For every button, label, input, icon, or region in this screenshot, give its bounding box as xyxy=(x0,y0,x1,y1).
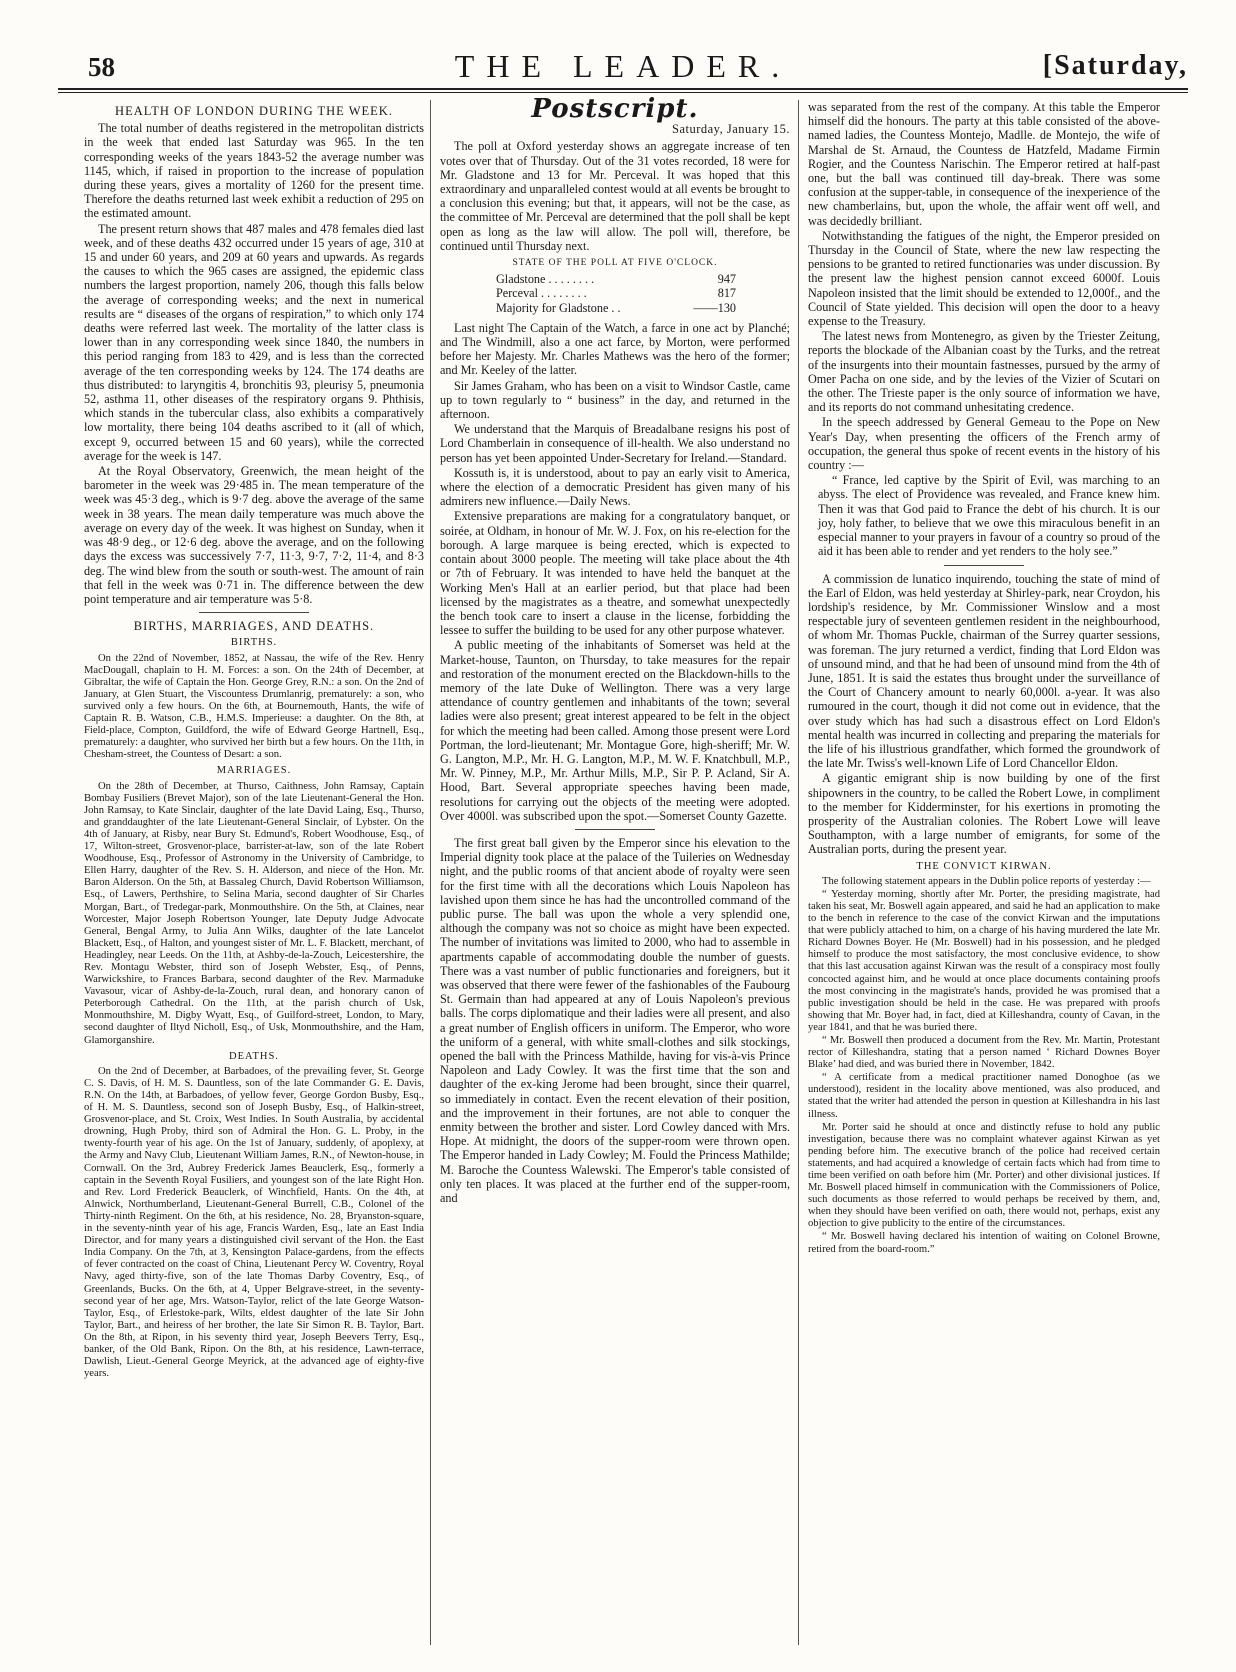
article-paragraph: Last night The Captain of the Watch, a farce in one act by Planché; and The Windmill, also a one act farce, by Morton, were performed before her Majesty. Mr. Charles Mathews was the hero of the former; and Mr. Keeley of the latter. xyxy=(440,320,790,378)
article-paragraph: “ Mr. Boswell having declared his intention of waiting on Colonel Browne, retired from the board-room.” xyxy=(808,1231,1160,1255)
page-number: 58 xyxy=(88,52,115,82)
issue-day: [Saturday, xyxy=(1042,50,1188,81)
newspaper-title: THE LEADER. xyxy=(454,48,792,84)
section-divider xyxy=(944,565,1024,566)
masthead-rule-thin xyxy=(58,92,1188,93)
section-divider xyxy=(575,829,655,830)
column-divider xyxy=(798,100,799,1645)
births-heading: BIRTHS. xyxy=(230,637,278,649)
quotation: “ France, led captive by the Spirit of Evil, was marching to an abyss. The elect of Providence was revealed, and France knew him. Then it was that God paid to France the debt of his church. It is our joy, holy father, to believe that we owe this miraculous benefit in an especial manner to your prayers in favour of a country so proud of the aid it has been able to render and yet renders to the holy see.” xyxy=(818,473,1160,559)
poll-candidate: Perceval . . . . . . . . xyxy=(496,286,587,301)
births-notices: On the 22nd of November, 1852, at Nassau, the wife of the Rev. Henry MacDougall, chaplain to H. M. Forces: a son. On the 24th of December, at Gibraltar, the wife of Captain the Hon. George Grey, R.N.: a son. On the 2nd of January, at Glen Stuart, the Viscountess Drumlanrig, prematurely: a son, who survived only a few hours. On the 6th, at Bournemouth, Hants, the wife of Captain R. B. Watson, C.B., H.M.S. Imperieuse: a daughter. On the 8th, at Field-place, Compton, Guildford, the wife of Edward George Hartnell, Esq., prematurely: a daughter, who survived her birth but a few hours. On the 11th, in Chesham-street, the Countess of Desart: a son. xyxy=(84,652,424,761)
column-middle xyxy=(440,94,790,1206)
article-paragraph: The latest news from Montenegro, as given by the Triester Zeitung, reports the blockade of the Albanian coast by the Turks, and the retreat of the insurgents into their mountain fastnesses, pursued by the army of Omer Pacha on one side, and by the levies of the Vizier of Scutari on the other. The Trieste paper is the only source of information we have, and its reports do not command unhesitating credence. xyxy=(808,329,1160,415)
police-report xyxy=(808,876,1160,1256)
article-paragraph: A gigantic emigrant ship is now building by one of the first shipowners in the country, to be called the Robert Lowe, in compliment to the member for Kidderminster, for his exertions in promoting the prosperity of the Australian colonies. The Robert Lowe will leave Southampton, with a large number of emigrants, for some of the Australian ports, during the present year. xyxy=(808,771,1160,857)
article-paragraph: “ Yesterday morning, shortly after Mr. Porter, the presiding magistrate, had taken his seat, Mr. Boswell again appeared, and said he had an application to make to the bench in reference to the case of the convict Kirwan and the imputations that were publicly attached to him, on a charge of his having murdered the late Mr. Richard Downes Boyer. He (Mr. Boswell) had in his possession, and he pledged himself to produce the most satisfactory, the most conclusive evidence, to show that this last accusation against Kirwan was the result of a conspiracy most foully concocted against him, and he would at once place documents containing proofs the most convincing in the magistrate's hands, provided he was promised that a public investigation should be held in the case. He was prepared with proofs showing that Mr. Boyer had, in fact, died at Killeshandra, county of Cavan, in the year 1841, and that he was buried there. xyxy=(808,888,1160,1033)
article-paragraph: Kossuth is, it is understood, about to pay an early visit to America, where the election of a democratic President has given many of his admirers new influence.—Daily News. xyxy=(440,465,790,509)
dateline: Saturday, January 15. xyxy=(672,122,790,137)
poll-row xyxy=(440,272,736,286)
article-paragraph: The first great ball given by the Emperor since his elevation to the Imperial dignity took place at the palace of the Tuileries on Wednesday night, and the public rooms of that ancient abode of royalty were seen for the first time with all the decorations which Louis Napoleon has lavished upon them since he has had the uncontrolled command of the public purse. The ball was upon the whole a very splendid one, although the company was not so choice as might have been expected. The number of invitations was limited to 2000, who had to assemble in apartments capable of accommodating double the number of guests. There was a vast number of public functionaries and foreigners, but it was observed that there were fewer of the fashionables of the Faubourg St. Germain than had appeared at any of Louis Napoleon's previous balls. The corps diplomatique and their ladies were all present, and also a great number of English officers in uniform. The Emperor, who wore the uniform of a general, with white small-clothes and silk stockings, opened the ball with the Princess Mathilde, having for vis-à-vis Prince Napoleon and Lady Cowley. It was the first time that the son and daughter of the ex-king Jerome had been brought, since their quarrel, so immediately in contact. Even the recent elevation of their position, and the improvement in their fortunes, are not able to conquer the enmity between the brother and sister. Lord Cowley danced with Mrs. Hope. At midnight, the doors of the supper-room were thrown open. The Emperor handed in Lady Cowley; M. Fould the Princess Mathilde; M. Baroche the Countess Walewski. The Emperor's table consisted of only ten places. It was placed at the further end of the supper-room, and xyxy=(440,835,790,1206)
article-paragraph: Extensive preparations are making for a congratulatory banquet, or soirée, at Oldham, in honour of Mr. W. J. Fox, on his re-election for the borough. A large marquee is being erected, which is expected to contain about 3000 people. The meeting will take place about the 4th or 7th of February. It was intended to have held the banquet at the Working Men's Hall at an earlier period, but that place had been licensed by the magistrates as a theatre, and somewhat unexpectedly the bench took care to insert a clause in the license, forbidding the lessee to suffer the building to be used for any other purpose whatever. xyxy=(440,509,790,638)
column-left xyxy=(84,100,424,1381)
article-paragraph: At the Royal Observatory, Greenwich, the mean height of the barometer in the week was 29·485 in. The mean temperature of the week was 45·3 deg., which is 9·7 deg. above the average of the same week in 38 years. The mean daily temperature was much above the average on every day of the week. It was highest on Sunday, when it was 48·9 deg., or 12·6 deg. above the average, and on the following days the excess was successively 7·7, 11·3, 9·7, 7·2, 11·4, and 8·3 deg. The wind blew from the south or south-west. The amount of rain that fell in the week was 0·71 in. The difference between the dew point temperature and air temperature was 5·8. xyxy=(84,464,424,606)
marriages-heading: MARRIAGES. xyxy=(216,765,292,777)
article-paragraph: Notwithstanding the fatigues of the night, the Emperor presided on Thursday in the Council of State, where the new law respecting the pensions to be granted to retired functionaries was under discussion. By the present law the highest pension cannot exceed 6000f. Louis Napoleon insisted that the limit should be extended to 12,000f., and the Council of State yielded. This decision will open the door to a heavy expense to the Treasury. xyxy=(808,228,1160,329)
article-paragraph: Mr. Porter said he should at once and distinctly refuse to hold any public investigation, because there was no complaint whatever against Kirwan as yet pending before him. The executive branch of the police had received certain statements, and had acquired a knowledge of certain facts which had from time to time been verified on oath before him (Mr. Porter) and other divisional justices. If Mr. Boswell placed himself in communication with the Commissioners of Police, such documents as those referred to would perhaps be received by them, and, when they should have been verified on oath, there would not, perhaps, exist any objection to give publicity to the entire of the circumstances. xyxy=(808,1121,1160,1230)
poll-candidate: Gladstone . . . . . . . . xyxy=(496,272,595,287)
poll-table xyxy=(440,256,790,315)
poll-votes: 947 xyxy=(717,272,736,287)
postscript-heading: Postscript. xyxy=(531,94,699,124)
poll-votes: ——130 xyxy=(693,300,736,315)
article-paragraph: The following statement appears in the Dublin police reports of yesterday :— xyxy=(822,875,1151,887)
poll-heading: STATE OF THE POLL AT FIVE O'CLOCK. xyxy=(512,258,718,269)
column-divider xyxy=(430,100,431,1645)
column-right xyxy=(808,100,1160,1257)
article-paragraph: The poll at Oxford yesterday shows an aggregate increase of ten votes over that of Thursday. Out of the 31 votes recorded, 18 were for Mr. Gladstone and 13 for Mr. Perceval. It was hoped that this extraordinary and unparalleled contest would at all events be brought to a conclusion this evening; but that, it appears, will not be the case, as the committee of Mr. Perceval are determined that the poll shall be kept open as long as the law will allow. The poll will, therefore, be continued until Thursday next. xyxy=(440,139,790,253)
masthead-rule xyxy=(58,88,1188,90)
poll-row xyxy=(440,301,736,315)
article-paragraph: “ A certificate from a medical practitioner named Donoghoe (as we understood), resident in the locality above mentioned, was also produced, and stated that the writer had attended the person in question at Killeshandra in his last illness. xyxy=(808,1072,1160,1120)
convict-heading: THE CONVICT KIRWAN. xyxy=(916,860,1052,872)
section-heading-health: HEALTH OF LONDON DURING THE WEEK. xyxy=(115,104,393,118)
section-divider xyxy=(199,612,309,613)
article-paragraph: The total number of deaths registered in the metropolitan districts in the week that ended last Saturday was 965. In the ten corresponding weeks of the years 1843-52 the average number was 1145, which, if raised in proportion to the increase of population during these years, gives a mortality of 1260 for the present time. Therefore the deaths returned last week exhibit a reduction of 295 on the estimated amount. xyxy=(84,121,424,221)
poll-candidate: Majority for Gladstone . . xyxy=(496,300,621,315)
article-paragraph: “ Mr. Boswell then produced a document from the Rev. Mr. Martin, Protestant rector of Killeshandra, stating that a person named ‘ Richard Downes Boyer Blake’ had died, and was buried there in November, 1842. xyxy=(808,1034,1160,1071)
deaths-heading: DEATHS. xyxy=(229,1050,279,1062)
article-paragraph: A public meeting of the inhabitants of Somerset was held at the Market-house, Taunton, on Thursday, to take measures for the repair and restoration of the monument erected on the Blackdown-hills to the memory of the late Duke of Wellington. There was a very large attendance of country gentlemen and inhabitants of the town; several ladies were also present; great interest appeared to be felt in the object for which the meeting had been called. Among those present were Lord Portman, the lord-lieutenant; Mr. Montague Gore, high-sheriff; Mr. W. G. Langton, M.P., Mr. H. G. Langton, M.P., M. W. F. Knatchbull, M.P., Mr. W. Pinney, M.P., Mr. Arthur Mills, M.P., Sir P. P. Acland, Sir A. Hood, Bart. Several appropriate speeches having been made, resolutions for carrying out the objects of the meeting were adopted. Over 4000l. was subscribed upon the spot.—Somerset County Gazette. xyxy=(440,638,790,823)
marriage-notices: On the 28th of December, at Thurso, Caithness, John Ramsay, Captain Bombay Fusiliers (Brevet Major), son of the late Lieutenant-General the Hon. John Ramsay, to Kate Sinclair, daughter of the late David Laing, Esq., Thurso, and granddaughter of the late Lieutenant-General Sinclair, of Lybster. On the 4th of January, at Risby, near Bury St. Edmund's, Robert Woodhouse, Esq., of 17, Wilton-street, Grosvenor-place, barrister-at-law, son of the late Robert Woodhouse, Esq., Professor of Astronomy in the University of Cambridge, to Ellen Harry, daughter of the Rev. S. H. Alderson, and niece of the Hon. Mr. Baron Alderson. On the 5th, at Bassaleg Church, David Robertson Williamson, Esq., of Lawers, Perthshire, to Selina Maria, second daughter of Sir Charles Morgan, Bart., of Tredegar-park, Monmouthshire. On the 5th, at Claines, near Worcester, Major Joseph Robertson Younger, late Deputy Judge Advocate General, Bengal Army, to Julia Ann Wilks, daughter of the late Lancelot Blackett, Esq., of Halton, and youngest sister of Mr. L. F. Blackett, merchant, of Headingley, near Leeds. On the 11th, at Ashby-de-la-Zouch, Leicestershire, the Rev. Montagu Webster, third son of Joseph Webster, Esq., of Penns, Warwickshire, to Frances Barbara, second daughter of the Rev. Marmaduke Vavasour, vicar of Ashby-de-la-Zouch, rural dean, and honorary canon of Peterborough Cathedral. On the 11th, at the parish church of Usk, Monmouthshire, M. Digby Wyatt, Esq., of Guilford-street, London, to Mary, second daughter of Iltyd Nicholl, Esq., of Usk, Monmouthshire, and the Ham, Glamorganshire. xyxy=(84,780,424,1046)
death-notices: On the 2nd of December, at Barbadoes, of the prevailing fever, St. George C. S. Davis, of H. M. S. Dauntless, son of the late Commander G. E. Davis, R.N. On the 14th, at Barbadoes, of yellow fever, George Gordon Busby, Esq., of H. M. S. Dauntless, second son of Joseph Busby, Esq., of Halkin-street, Grosvenor-place, and St. Croix, West Indies. In South Australia, by accidental drowning, Hugh Proby, third son of Admiral the Hon. G. L. Proby, in the twenty-fourth year of his age. On the 1st of January, suddenly, of apoplexy, at the Army and Navy Club, Lieutenant William James, R.N., of Newton-house, in Cornwall. On the 3rd, Aubrey Frederick James Beauclerk, Esq., formerly a captain in the Seventh Royal Fusiliers, and youngest son of the late Right Hon. and Rev. Lord Frederick Beauclerk, of Winchfield, Hants. On the 4th, at Alnwick, Northumberland, Lieutenant-General Burrell, C.B., Colonel of the Thirty-ninth Regiment. On the 6th, at his residence, No. 28, Bryanston-square, in the seventy-ninth year of his age, Francis Warden, Esq., late an East India Director, and for many years a distinguished civil servant of the Hon. the East India Company. On the 7th, at 3, Kensington Palace-gardens, from the effects of fever contracted on the coast of China, Lieutenant Percy W. Coventry, Royal Navy, aged thirty-five, son of the late Thomas Darby Coventry, Esq., of Greenlands, Bucks. On the 6th, at 4, Upper Belgrave-street, in the seventy-second year of her age, Mrs. Watson-Taylor, relict of the late George Watson-Taylor, Esq., of Erlestoke-park, Wilts, eldest daughter of the late Sir John Taylor, Bart., and heiress of her brother, the late Sir Simon R. B. Taylor, Bart. On the 8th, at Ripon, in his seventy third year, Joseph Beevers Terry, Esq., banker, of the Old Bank, Ripon. On the 8th, at his residence, Lawn-terrace, Dawlish, Lieut.-General George Meyrick, at the advanced age of eighty-five years. xyxy=(84,1065,424,1380)
notices xyxy=(84,636,424,1380)
section-heading-bmd: BIRTHS, MARRIAGES, AND DEATHS. xyxy=(133,619,375,634)
masthead xyxy=(58,44,1188,90)
article-paragraph: A commission de lunatico inquirendo, touching the state of mind of the Earl of Eldon, was held yesterday at Shirley-park, near Croydon, his lordship's residence, by Mr. Commissioner Winslow and a most respectable jury of seventeen gentlemen resident in the neighbourhood, of whom Mr. Thomas Puckle, chairman of the Surrey quarter sessions, was foreman. The jury returned a verdict, finding that Lord Eldon was of unsound mind, and that he had been of unsound mind from the 4th of June, 1851. It is said the estates thus brought under the surveillance of the Court of Chancery amount to nearly 60,000l. a-year. It was also rumoured in the court, though it did not come out in evidence, that the over study which has had such a disastrous effect on Lord Eldon's mental health was incurred in collecting and preparing the materials for the life of his illustrious grandfather, which formed the groundwork of the late Mr. Twiss's well-known Life of Lord Chancellor Eldon. xyxy=(808,571,1160,771)
article-paragraph: The present return shows that 487 males and 478 females died last week, and of these deaths 432 occurred under 15 years of age, 310 at 15 and under 60 years, and 209 at 60 years and upwards. As regards the causes to which the 965 cases are assigned, the epidemic class numbers the largest proportion, namely 206, though this falls below the average of corresponding weeks; and the next in numerical results are “ diseases of the organs of respiration,” to which only 174 deaths were referred last week. The mortality of the latter class is lower than in any corresponding week since 1840, the numbers in this period ranging from 183 to 429, and is less than the corrected average of the ten corresponding weeks by 124. The 174 deaths are thus distributed: to laryngitis 4, bronchitis 93, pleurisy 5, pneumonia 52, asthma 11, other diseases of the respiratory organs 9. Phthisis, which stands in the tubercular class, also exhibits a comparatively low mortality, there being 104 deaths ascribed to it (all of which, except 9, occurred between 15 and 60 years), while the corrected average for the week is 147. xyxy=(84,221,424,463)
poll-row xyxy=(440,286,736,300)
poll-votes: 817 xyxy=(717,286,736,301)
article-paragraph: Sir James Graham, who has been on a visit to Windsor Castle, came up to town regularly to “ business” in the day, and returned in the afternoon. xyxy=(440,378,790,422)
article-paragraph: was separated from the rest of the company. At this table the Emperor himself did the honours. The party at this table consisted of the above-named ladies, the Countess Montejo, Madlle. de Montejo, the wife of Marshal de St. Arnaud, the Countess de Hatzfeld, Madame Firmin Rogier, and the Countess Narischin. The Emperor retired at half-past one, but the ball was continued till day-break. There was some confusion at the supper-table, in consequence of the inexperience of the new chamberlains, but, upon the whole, the affair went off well, and was decidedly brilliant. xyxy=(808,100,1160,228)
article-paragraph: We understand that the Marquis of Breadalbane resigns his post of Lord Chamberlain in consequence of ill-health. We also understand no person has yet been appointed Under-Secretary for Ireland.—Standard. xyxy=(440,422,790,465)
article-paragraph: In the speech addressed by General Gemeau to the Pope on New Year's Day, when presenting the officers of the French army of occupation, the general thus spoke of recent events in the history of his country :— xyxy=(808,415,1160,473)
